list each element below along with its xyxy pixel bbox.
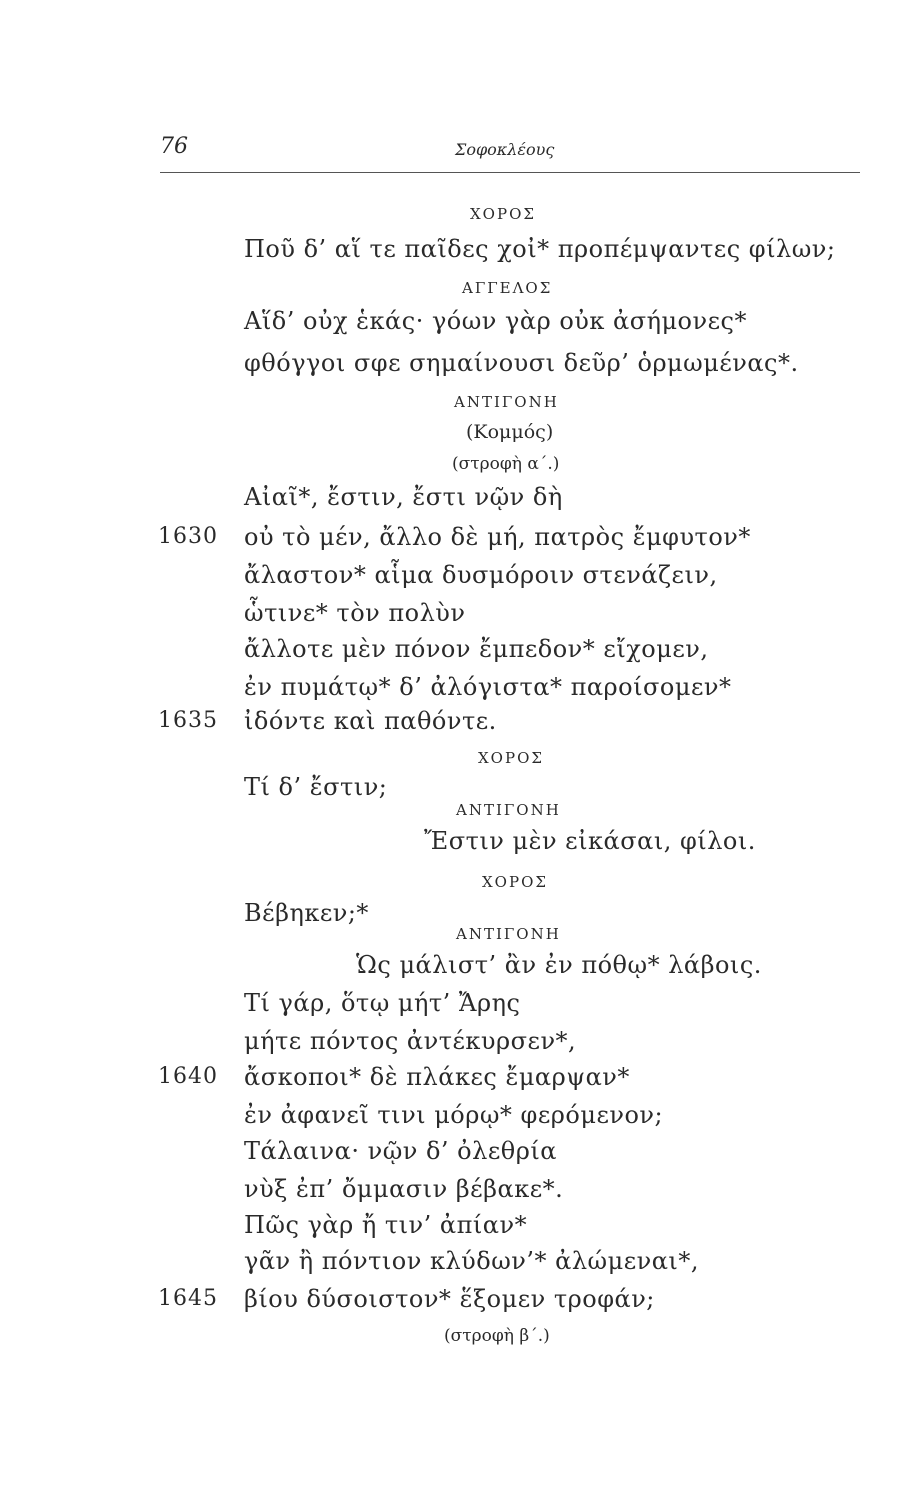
verse-line: οὐ τὸ μέν, ἄλλο δὲ μή, πατρὸς ἔμφυτον* — [244, 523, 751, 551]
verse-line: ἰδόντε καὶ παθόντε. — [244, 707, 497, 735]
verse-line: ἄσκοποι* δὲ πλάκες ἔμαρψαν* — [244, 1063, 630, 1091]
stage-direction: (στροφὴ β΄.) — [444, 1326, 550, 1346]
speaker-label: ΧΟΡΟΣ — [478, 749, 544, 767]
verse-line: ἐν πυμάτῳ* δ’ ἀλόγιστα* παροίσομεν* — [244, 673, 732, 701]
verse-line: βίου δύσοιστον* ἕξομεν τροφάν; — [244, 1285, 655, 1313]
speaker-label: ΑΝΤΙΓΟΝΗ — [454, 393, 559, 411]
stage-direction: (στροφὴ α΄.) — [452, 454, 560, 474]
speaker-label: ΑΓΓΕΛΟΣ — [462, 279, 553, 297]
running-head: Σοφοκλέους — [455, 140, 555, 159]
line-number: 1630 — [158, 524, 218, 549]
verse-line: Αἰαῖ*, ἔστιν, ἔστι νῷν δὴ — [244, 483, 563, 511]
verse-line: φθόγγοι σφε σημαίνουσι δεῦρ’ ὁρμωμένας*. — [244, 349, 799, 377]
verse-line: Ὡς μάλιστ’ ἂν ἐν πόθῳ* λάβοις. — [356, 951, 762, 979]
verse-line: μήτε πόντος ἀντέκυρσεν*, — [244, 1027, 577, 1055]
line-number: 1640 — [158, 1064, 218, 1089]
speaker-label: ΑΝΤΙΓΟΝΗ — [456, 801, 561, 819]
verse-line: ὧτινε* τὸν πολὺν — [244, 599, 466, 627]
verse-line: γᾶν ἢ πόντιον κλύδων’* ἀλώμεναι*, — [244, 1247, 699, 1275]
line-number: 1645 — [158, 1286, 218, 1311]
verse-line: Τάλαινα· νῷν δ’ ὀλεθρία — [244, 1137, 557, 1165]
verse-line: Πῶς γὰρ ἤ τιν’ ἀπίαν* — [244, 1211, 528, 1239]
verse-line: Τί γάρ, ὅτῳ μήτ’ Ἄρης — [244, 989, 521, 1017]
verse-line: Βέβηκεν;* — [244, 899, 369, 927]
verse-line: Τί δ’ ἔστιν; — [244, 773, 388, 801]
line-number: 1635 — [158, 708, 218, 733]
verse-line: Ποῦ δ’ αἵ τε παῖδες χοἰ* προπέμψαντες φίλων; — [244, 235, 836, 263]
stage-direction: (Κομμός) — [466, 421, 554, 443]
page-number: 76 — [160, 134, 188, 159]
verse-line: Ἔστιν μὲν εἰκάσαι, φίλοι. — [424, 827, 756, 855]
speaker-label: ΑΝΤΙΓΟΝΗ — [456, 925, 561, 943]
verse-line: ἄλλοτε μὲν πόνον ἔμπεδον* εἴχομεν, — [244, 635, 709, 663]
verse-line: ἄλαστον* αἷμα δυσμόροιν στενάζειν, — [244, 561, 718, 589]
speaker-label: ΧΟΡΟΣ — [482, 873, 548, 891]
verse-line: ἐν ἀφανεῖ τινι μόρῳ* φερόμενον; — [244, 1101, 664, 1129]
verse-line: νὺξ ἐπ’ ὄμμασιν βέβακε*. — [244, 1175, 564, 1203]
speaker-label: ΧΟΡΟΣ — [470, 205, 536, 223]
verse-line: Αἵδ’ οὐχ ἑκάς· γόων γὰρ οὐκ ἀσήμονες* — [244, 307, 747, 335]
